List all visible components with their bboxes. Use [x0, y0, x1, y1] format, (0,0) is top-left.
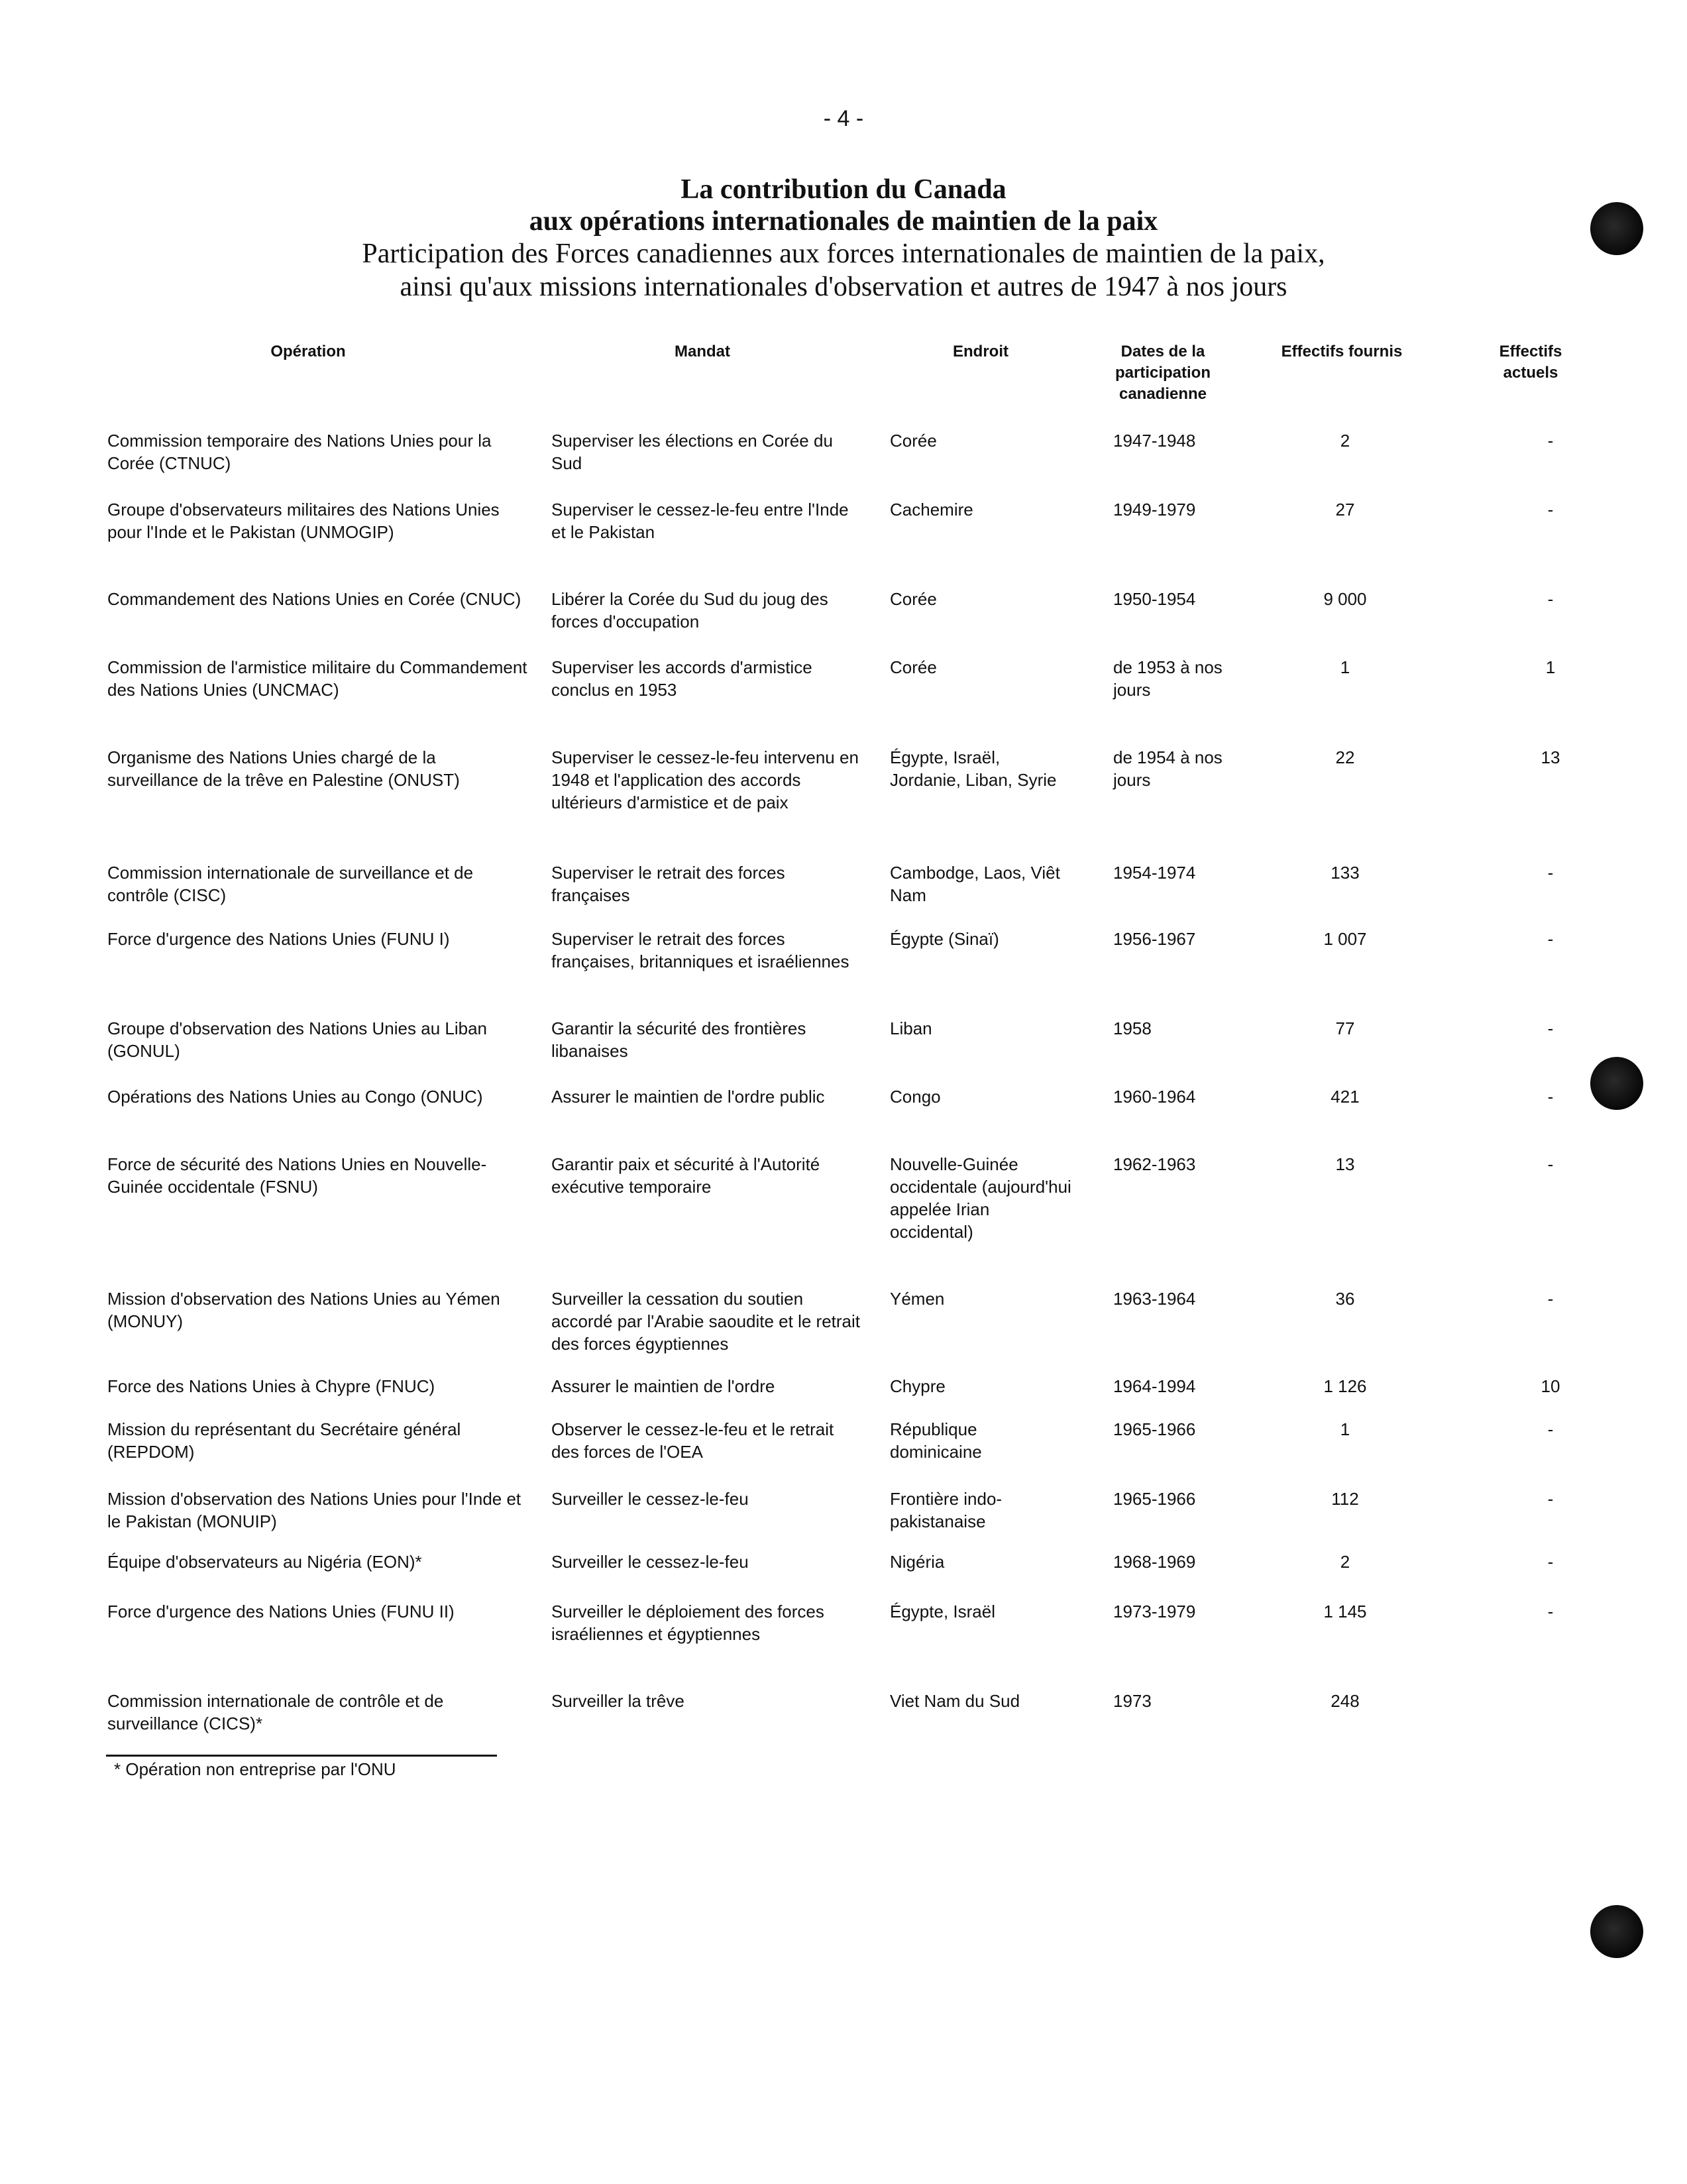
cell-endroit: Cambodge, Laos, Viêt Nam: [890, 863, 1060, 905]
cell-endroit: Liban: [890, 1018, 932, 1038]
cell-effectifs-actuels: -: [1547, 1552, 1554, 1572]
cell-effectifs-actuels: -: [1547, 500, 1554, 519]
cell-operation: Force de sécurité des Nations Unies en Nouvelle-Guinée occidentale (FSNU): [107, 1154, 487, 1197]
cell-dates: de 1953 à nos jours: [1113, 657, 1223, 700]
cell-operation: Commission internationale de surveillance et de contrôle (CISC): [107, 863, 474, 905]
cell-operation: Force d'urgence des Nations Unies (FUNU II): [107, 1602, 455, 1621]
cell-effectifs-fournis: 22: [1335, 747, 1355, 767]
header-effectifs-actuels: Effectifs actuels: [1499, 343, 1562, 382]
cell-mandat: Superviser les accords d'armistice conclus en 1953: [551, 657, 812, 700]
cell-operation: Opérations des Nations Unies au Congo (ONUC): [107, 1087, 483, 1107]
cell-endroit: Corée: [890, 589, 937, 609]
cell-effectifs-fournis: 77: [1335, 1018, 1355, 1038]
cell-endroit: République dominicaine: [890, 1419, 982, 1462]
cell-dates: de 1954 à nos jours: [1113, 747, 1223, 790]
cell-effectifs-fournis: 36: [1335, 1289, 1355, 1309]
cell-effectifs-fournis: 1: [1340, 657, 1350, 677]
punch-hole-bottom: [1590, 1905, 1643, 1958]
cell-effectifs-fournis: 9 000: [1323, 589, 1367, 609]
cell-dates: 1965-1966: [1113, 1419, 1196, 1439]
cell-effectifs-fournis: 1 145: [1323, 1602, 1367, 1621]
cell-operation: Équipe d'observateurs au Nigéria (EON)*: [107, 1552, 422, 1572]
footnote-rule: [106, 1755, 497, 1757]
cell-operation: Commission temporaire des Nations Unies pour la Corée (CTNUC): [107, 431, 492, 473]
cell-endroit: Égypte, Israël: [890, 1602, 995, 1621]
cell-effectifs-actuels: -: [1547, 1154, 1554, 1174]
cell-effectifs-fournis: 27: [1335, 500, 1355, 519]
cell-effectifs-actuels: -: [1547, 1087, 1554, 1107]
cell-effectifs-actuels: 1: [1545, 657, 1556, 677]
cell-endroit: Égypte, Israël, Jordanie, Liban, Syrie: [890, 747, 1057, 790]
cell-operation: Groupe d'observateurs militaires des Nations Unies pour l'Inde et le Pakistan (UNMOGIP): [107, 500, 500, 542]
cell-mandat: Superviser le retrait des forces françaises: [551, 863, 785, 905]
cell-effectifs-actuels: -: [1547, 1289, 1554, 1309]
cell-mandat: Superviser le cessez-le-feu intervenu en 1948 et l'application des accords ultérieurs d'armistice et de paix: [551, 747, 859, 812]
cell-mandat: Superviser les élections en Corée du Sud: [551, 431, 833, 473]
title-line-2: aux opérations internationales de maintien de la paix: [529, 206, 1158, 237]
cell-dates: 1973: [1113, 1691, 1152, 1711]
cell-dates: 1958: [1113, 1018, 1152, 1038]
cell-endroit: Yémen: [890, 1289, 945, 1309]
cell-effectifs-actuels: 10: [1541, 1376, 1560, 1396]
cell-mandat: Libérer la Corée du Sud du joug des forces d'occupation: [551, 589, 828, 631]
cell-dates: 1947-1948: [1113, 431, 1196, 451]
subtitle: Participation des Forces canadiennes aux forces internationales de maintien de la paix, ainsi qu'aux missions internationales d'observation et autres de 1947 à nos jours: [362, 239, 1325, 302]
cell-dates: 1956-1967: [1113, 929, 1196, 949]
cell-endroit: Congo: [890, 1087, 941, 1107]
cell-endroit: Corée: [890, 657, 937, 677]
cell-effectifs-actuels: -: [1547, 929, 1554, 949]
cell-operation: Force d'urgence des Nations Unies (FUNU I): [107, 929, 450, 949]
cell-effectifs-fournis: 248: [1331, 1691, 1360, 1711]
cell-dates: 1962-1963: [1113, 1154, 1196, 1174]
cell-effectifs-fournis: 112: [1331, 1489, 1359, 1509]
cell-effectifs-actuels: -: [1547, 589, 1554, 609]
cell-endroit: Cachemire: [890, 500, 973, 519]
cell-endroit: Viet Nam du Sud: [890, 1691, 1020, 1711]
header-operation: Opération: [270, 343, 346, 360]
punch-hole-middle: [1590, 1057, 1643, 1110]
cell-effectifs-fournis: 1 007: [1323, 929, 1367, 949]
cell-dates: 1963-1964: [1113, 1289, 1196, 1309]
cell-operation: Commandement des Nations Unies en Corée (CNUC): [107, 589, 521, 609]
cell-effectifs-actuels: -: [1547, 863, 1554, 883]
cell-dates: 1973-1979: [1113, 1602, 1196, 1621]
header-endroit: Endroit: [953, 343, 1008, 360]
cell-dates: 1950-1954: [1113, 589, 1196, 609]
cell-operation: Commission de l'armistice militaire du Commandement des Nations Unies (UNCMAC): [107, 657, 527, 700]
cell-effectifs-actuels: -: [1547, 1419, 1554, 1439]
cell-mandat: Surveiller le cessez-le-feu: [551, 1489, 749, 1509]
cell-operation: Mission d'observation des Nations Unies au Yémen (MONUY): [107, 1289, 500, 1331]
cell-mandat: Assurer le maintien de l'ordre public: [551, 1087, 825, 1107]
cell-dates: 1965-1966: [1113, 1489, 1196, 1509]
cell-mandat: Assurer le maintien de l'ordre: [551, 1376, 775, 1396]
cell-effectifs-fournis: 133: [1331, 863, 1360, 883]
cell-mandat: Surveiller le déploiement des forces israéliennes et égyptiennes: [551, 1602, 824, 1644]
cell-operation: Organisme des Nations Unies chargé de la surveillance de la trêve en Palestine (ONUST): [107, 747, 460, 790]
cell-mandat: Garantir la sécurité des frontières libanaises: [551, 1018, 806, 1061]
cell-dates: 1949-1979: [1113, 500, 1196, 519]
cell-endroit: Égypte (Sinaï): [890, 929, 999, 949]
cell-operation: Commission internationale de contrôle et de surveillance (CICS)*: [107, 1691, 444, 1733]
header-dates: Dates de la participation canadienne: [1115, 343, 1211, 403]
cell-endroit: Nouvelle-Guinée occidentale (aujourd'hui appelée Irian occidental): [890, 1154, 1071, 1242]
footnote: * Opération non entreprise par l'ONU: [114, 1759, 396, 1779]
cell-mandat: Surveiller la trêve: [551, 1691, 684, 1711]
cell-effectifs-actuels: -: [1547, 1018, 1554, 1038]
cell-operation: Mission du représentant du Secrétaire général (REPDOM): [107, 1419, 461, 1462]
cell-effectifs-fournis: 2: [1340, 1552, 1350, 1572]
header-mandat: Mandat: [675, 343, 730, 360]
cell-effectifs-fournis: 1: [1340, 1419, 1350, 1439]
cell-dates: 1954-1974: [1113, 863, 1196, 883]
cell-mandat: Surveiller le cessez-le-feu: [551, 1552, 749, 1572]
cell-effectifs-actuels: -: [1547, 1602, 1554, 1621]
cell-dates: 1960-1964: [1113, 1087, 1196, 1107]
cell-effectifs-fournis: 2: [1340, 431, 1350, 451]
cell-effectifs-fournis: 1 126: [1323, 1376, 1367, 1396]
cell-operation: Mission d'observation des Nations Unies pour l'Inde et le Pakistan (MONUIP): [107, 1489, 521, 1531]
cell-operation: Force des Nations Unies à Chypre (FNUC): [107, 1376, 435, 1396]
cell-endroit: Chypre: [890, 1376, 946, 1396]
cell-mandat: Superviser le retrait des forces françaises, britanniques et israéliennes: [551, 929, 849, 971]
cell-mandat: Surveiller la cessation du soutien accordé par l'Arabie saoudite et le retrait des forces égyptiennes: [551, 1289, 860, 1354]
page-number: - 4 -: [823, 106, 864, 131]
cell-mandat: Observer le cessez-le-feu et le retrait des forces de l'OEA: [551, 1419, 834, 1462]
punch-hole-top: [1590, 202, 1643, 255]
cell-dates: 1968-1969: [1113, 1552, 1196, 1572]
cell-effectifs-actuels: -: [1547, 1489, 1554, 1509]
cell-effectifs-fournis: 421: [1331, 1087, 1360, 1107]
cell-endroit: Frontière indo-pakistanaise: [890, 1489, 1003, 1531]
cell-endroit: Corée: [890, 431, 937, 451]
cell-mandat: Superviser le cessez-le-feu entre l'Inde et le Pakistan: [551, 500, 849, 542]
header-effectifs-fournis: Effectifs fournis: [1281, 343, 1403, 360]
cell-mandat: Garantir paix et sécurité à l'Autorité exécutive temporaire: [551, 1154, 820, 1197]
cell-endroit: Nigéria: [890, 1552, 945, 1572]
cell-dates: 1964-1994: [1113, 1376, 1196, 1396]
cell-effectifs-actuels: 13: [1541, 747, 1560, 767]
cell-effectifs-fournis: 13: [1335, 1154, 1355, 1174]
title-line-1: La contribution du Canada: [680, 174, 1007, 205]
cell-operation: Groupe d'observation des Nations Unies au Liban (GONUL): [107, 1018, 487, 1061]
cell-effectifs-actuels: -: [1547, 431, 1554, 451]
